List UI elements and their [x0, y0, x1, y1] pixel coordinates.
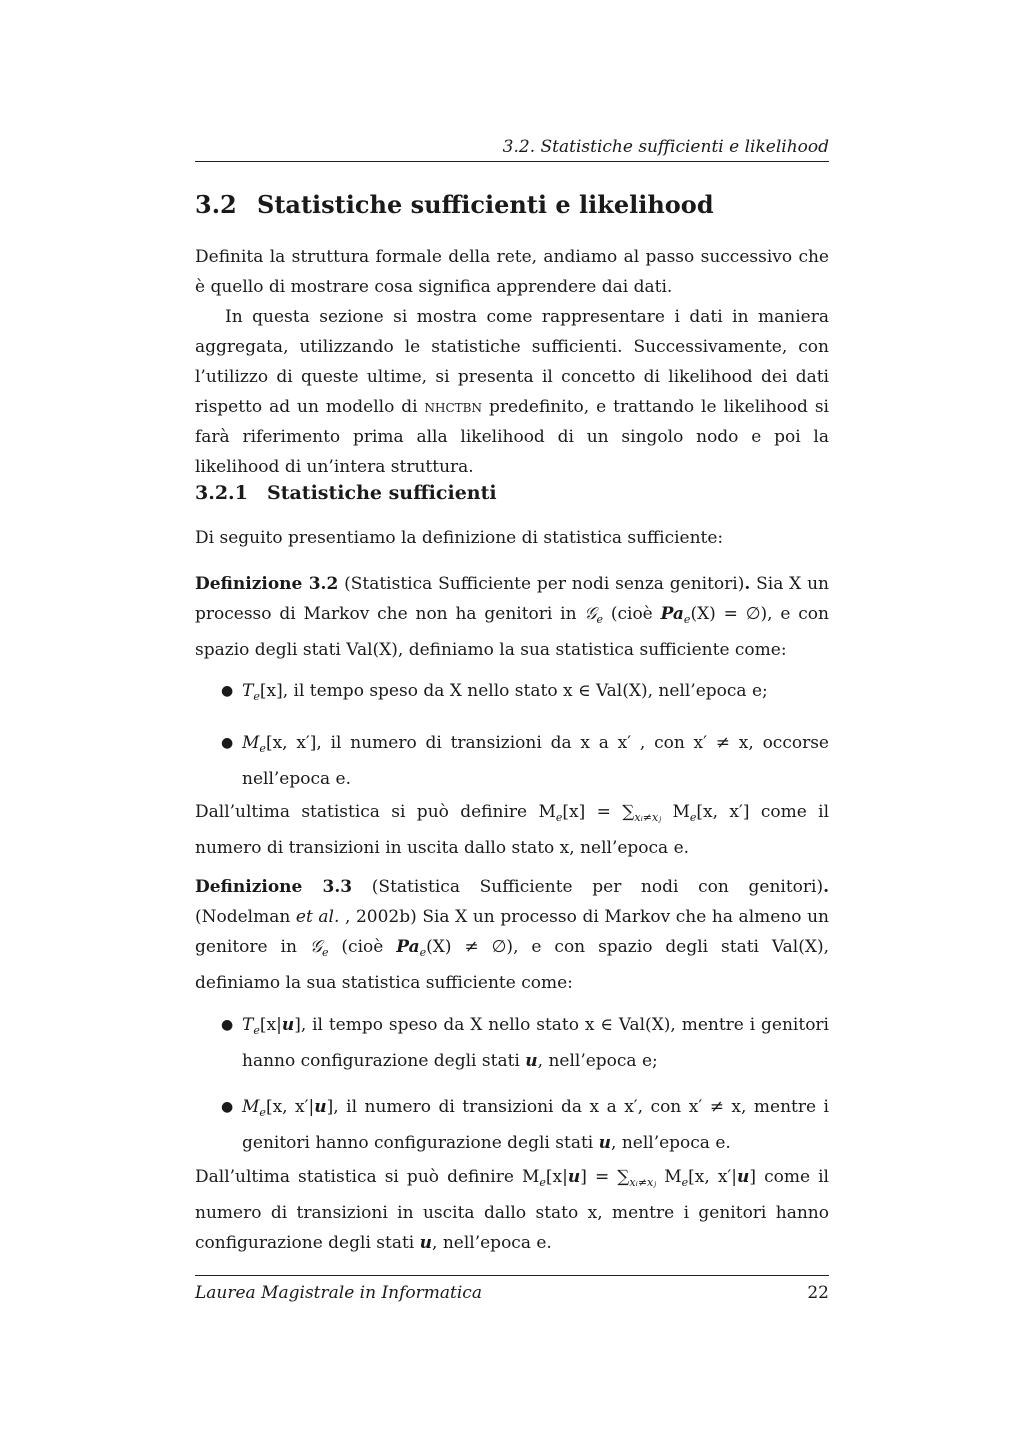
header-rule [195, 161, 829, 162]
config-symbol: u [281, 1015, 295, 1035]
bullet-dot-icon: ● [221, 683, 234, 699]
def2-text-d: (X) ≠ ∅), e con spazio degli stati Val(X), definiamo la sua statistica sufficiente come: [195, 937, 829, 993]
after-text-c: ] = ∑ [580, 1167, 630, 1187]
def1-text-a: Sia X un processo di Markov che non ha genitori in [195, 574, 829, 624]
sum-index: xᵢ≠xⱼ [629, 1176, 657, 1189]
running-head: 3.2. Statistiche sufficienti e likelihood [502, 137, 829, 157]
def1-text-c: (X) = ∅), e con spazio degli stati Val(X), definiamo la sua statistica sufficiente come: [195, 604, 829, 660]
after-text-f: ] come il numero di transizioni in uscita dallo stato x, mentre i genitori hanno configurazione degli stati [195, 1167, 829, 1253]
stat-symbol: T [242, 1015, 254, 1035]
config-symbol: u [314, 1097, 327, 1117]
intro-p2-text-b: predefinito, e trattando le likelihood si farà riferimento prima alla likelihood di un singolo nodo e poi la likelihood di un’intera struttura. [195, 397, 829, 477]
sum-index: xᵢ≠xⱼ [634, 811, 662, 824]
intro-paragraph-1: Definita la struttura formale della rete, andiamo al passo successivo che è quello di mostrare cosa significa apprendere dai dati. [195, 247, 829, 297]
def2-text-b: , 2002b) Sia X un processo di Markov che ha almeno un genitore in [195, 907, 829, 957]
bullet-text: [x], il tempo speso da X nello stato x ∈ Val(X), nell’epoca e; [259, 681, 768, 701]
stat-sub: e [259, 1106, 266, 1119]
def1-name: (Statistica Sufficiente per nodi senza genitori) [344, 574, 745, 594]
stat-sub: e [253, 1024, 260, 1037]
after-sub-2: e [681, 1176, 689, 1189]
bullet-text-b: ], il numero di transizioni da x a x′, con x′ ≠ x, mentre i genitori hanno configurazione degli stati [242, 1097, 829, 1153]
after-text-d: M [656, 1167, 682, 1187]
bullet-dot-icon: ● [221, 1017, 234, 1033]
def1-bullet-2 [195, 728, 829, 794]
def2-text-c: (cioè [328, 937, 397, 957]
def2-label: Definizione 3.3 [195, 877, 353, 897]
section-title: Statistiche sufficienti e likelihood [257, 190, 714, 219]
def2-after-paragraph [195, 1162, 829, 1258]
config-symbol: u [567, 1167, 581, 1187]
def1-after-paragraph [195, 797, 829, 863]
def1-bullet-list [195, 676, 829, 794]
def2-bullet-list [195, 1010, 829, 1158]
def1-text-b: (cioè [603, 604, 661, 624]
subsection-title: Statistiche sufficienti [267, 482, 497, 504]
config-symbol: u [598, 1133, 612, 1153]
def2-text-a: (Nodelman [195, 907, 296, 927]
after-text-e: [x, x′| [688, 1167, 738, 1187]
bullet-text-c: , nell’epoca e; [537, 1051, 658, 1071]
after-text-b: [x] = ∑ [562, 802, 635, 822]
after-text-a: Dall’ultima statistica si può definire M [195, 802, 556, 822]
def2-bullet-1 [195, 1010, 829, 1076]
after-text-c: M [661, 802, 690, 822]
after-text-a: Dall’ultima statistica si può definire M [195, 1167, 540, 1187]
definition-3-3 [195, 872, 829, 998]
def1-parents-sub: e [683, 613, 691, 626]
footer-course: Laurea Magistrale in Informatica [195, 1283, 482, 1303]
def2-bullet-2 [195, 1092, 829, 1158]
section-heading [195, 190, 714, 219]
page-number: 22 [807, 1283, 829, 1303]
stat-symbol: T [242, 681, 254, 701]
def2-period: . [823, 877, 830, 897]
bullet-dot-icon: ● [221, 735, 234, 751]
def1-bullet-1 [195, 676, 829, 712]
stat-symbol: M [242, 733, 260, 753]
subsection-heading [195, 482, 497, 504]
config-symbol: u [737, 1167, 750, 1187]
bullet-text: [x, x′], il numero di transizioni da x a x′ , con x′ ≠ x, occorse nell’epoca e. [242, 733, 829, 789]
def1-period: . [744, 574, 751, 594]
subsection-intro: Di seguito presentiamo la definizione di statistica sufficiente: [195, 528, 724, 548]
intro-p2-model-name: nhctbn [424, 397, 482, 417]
definition-3-2 [195, 569, 829, 665]
def2-etal: et al. [295, 907, 340, 927]
def2-graph-symbol: 𝒢 [309, 937, 322, 957]
config-symbol: u [419, 1233, 433, 1253]
def1-graph-sub: e [596, 613, 604, 626]
after-text-d: [x, x′] come il numero di transizioni in uscita dallo stato x, nell’epoca e. [195, 802, 830, 858]
after-sub: e [555, 811, 563, 824]
section-number: 3.2 [195, 190, 237, 219]
bullet-text-a: [x| [259, 1015, 282, 1035]
stat-sub: e [253, 690, 260, 703]
stat-symbol: M [242, 1097, 260, 1117]
bullet-text-c: , nell’epoca e. [611, 1133, 731, 1153]
def1-graph-symbol: 𝒢 [584, 604, 597, 624]
def1-label: Definizione 3.2 [195, 574, 339, 594]
config-symbol: u [525, 1051, 538, 1071]
after-sub-2: e [689, 811, 697, 824]
def1-parents-symbol: Pa [660, 604, 684, 624]
def2-parents-sub: e [419, 946, 427, 959]
after-text-g: , nell’epoca e. [432, 1233, 552, 1253]
intro-paragraph-2 [195, 302, 829, 482]
intro-p2-text-a: In questa sezione si mostra come rappresentare i dati in maniera aggregata, utilizzando le statistiche sufficienti. Successivamente, con l’utilizzo di queste ultime, si presenta il concetto di likelihood dei dati rispetto ad un modello di [195, 307, 829, 417]
subsection-number: 3.2.1 [195, 482, 248, 504]
stat-sub: e [259, 742, 266, 755]
def2-graph-sub: e [321, 946, 329, 959]
footer-rule [195, 1275, 829, 1276]
bullet-dot-icon: ● [221, 1099, 234, 1115]
after-text-b: [x| [545, 1167, 568, 1187]
bullet-text-b: ], il tempo speso da X nello stato x ∈ Val(X), mentre i genitori hanno configurazione degli stati [242, 1015, 829, 1071]
def2-parents-symbol: Pa [396, 937, 420, 957]
bullet-text-a: [x, x′| [265, 1097, 315, 1117]
def2-name: (Statistica Sufficiente per nodi con genitori) [371, 877, 824, 897]
after-sub: e [539, 1176, 546, 1189]
